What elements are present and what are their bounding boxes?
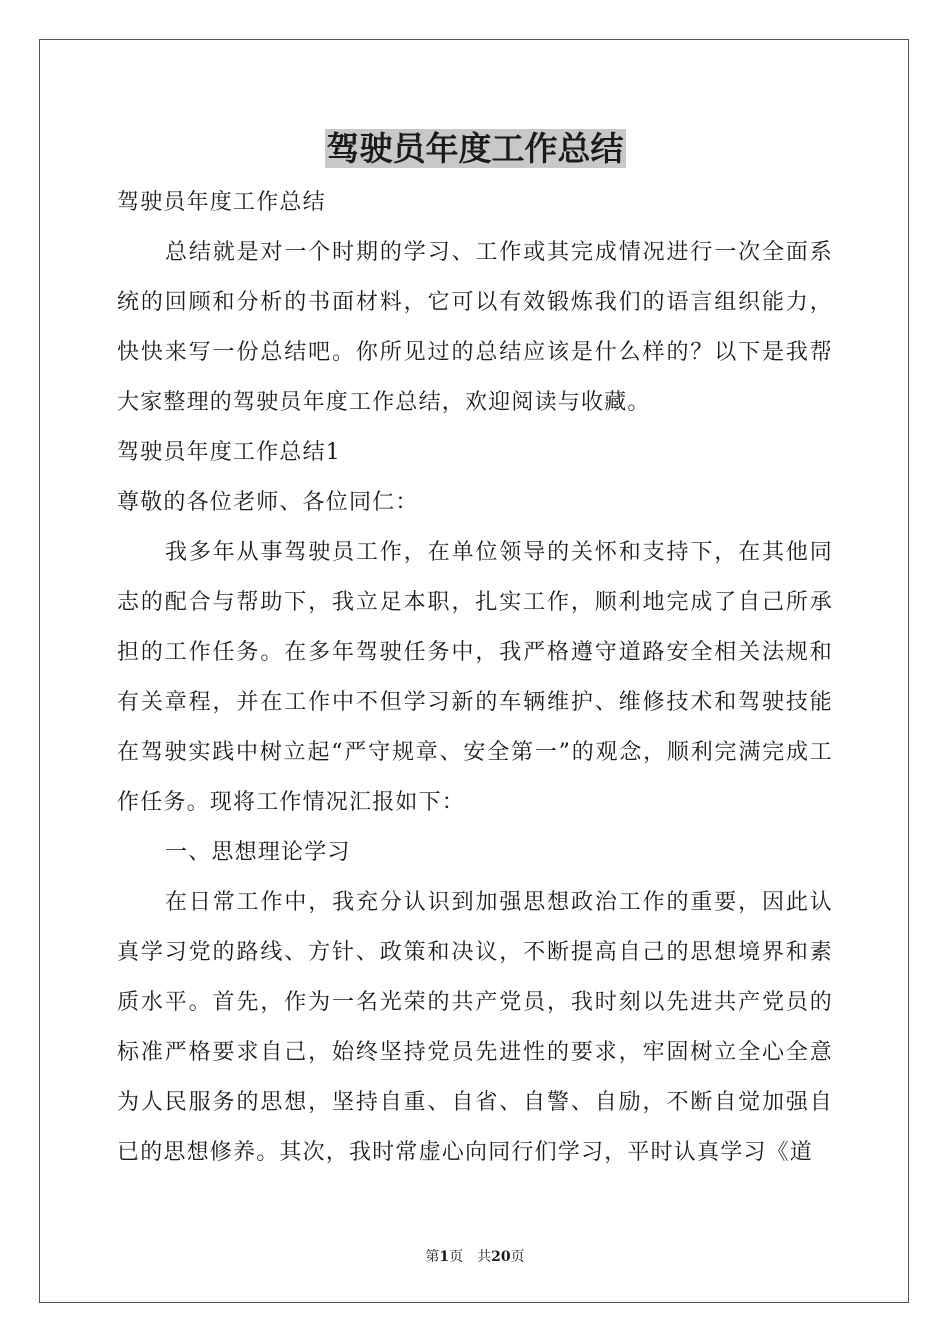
document-title: 驾驶员年度工作总结 [326,129,624,168]
page-mid: 页 共 [449,1249,492,1265]
page-total: 20 [491,1249,511,1265]
salutation: 尊敬的各位老师、各位同仁： [117,490,419,515]
section-heading: 驾驶员年度工作总结1 [117,440,341,465]
page-suffix: 页 [510,1249,525,1265]
body-paragraph-1: 我多年从事驾驶员工作，在单位领导的关怀和支持下，在其他同志的配合与帮助下，我立足本职，扎实工作，顺利地完成了自己所承担的工作任务。在多年驾驶任务中，我严格遵守道路安全相关法规和有关章程，并在工作中不但学习新的车辆维护、维修技术和驾驶技能在驾驶实践中树立起“严守规章、安全第一”的观念，顺利完满完成工作任务。现将工作情况汇报如下： [117,540,833,815]
intro-paragraph: 总结就是对一个时期的学习、工作或其完成情况进行一次全面系统的回顾和分析的书面材料，它可以有效锻炼我们的语言组织能力，快快来写一份总结吧。你所见过的总结应该是什么样的？以下是我帮大家整理的驾驶员年度工作总结，欢迎阅读与收藏。 [117,240,833,415]
document-subtitle: 驾驶员年度工作总结 [117,190,326,215]
page-footer [0,1247,950,1267]
page-prefix: 第 [425,1249,440,1265]
subheading-thought-study: 一、思想理论学习 [165,840,351,865]
document-body [117,178,833,1178]
body-paragraph-2: 在日常工作中，我充分认识到加强思想政治工作的重要，因此认真学习党的路线、方针、政策和决议，不断提高自己的思想境界和素质水平。首先，作为一名光荣的共产党员，我时刻以先进共产党员的标准严格要求自己，始终坚持党员先进性的要求，牢固树立全心全意为人民服务的思想，坚持自重、自省、自警、自励，不断自觉加强自已的思想修养。其次，我时常虚心向同行们学习，平时认真学习《道 [117,890,833,1165]
page-current: 1 [439,1249,450,1265]
